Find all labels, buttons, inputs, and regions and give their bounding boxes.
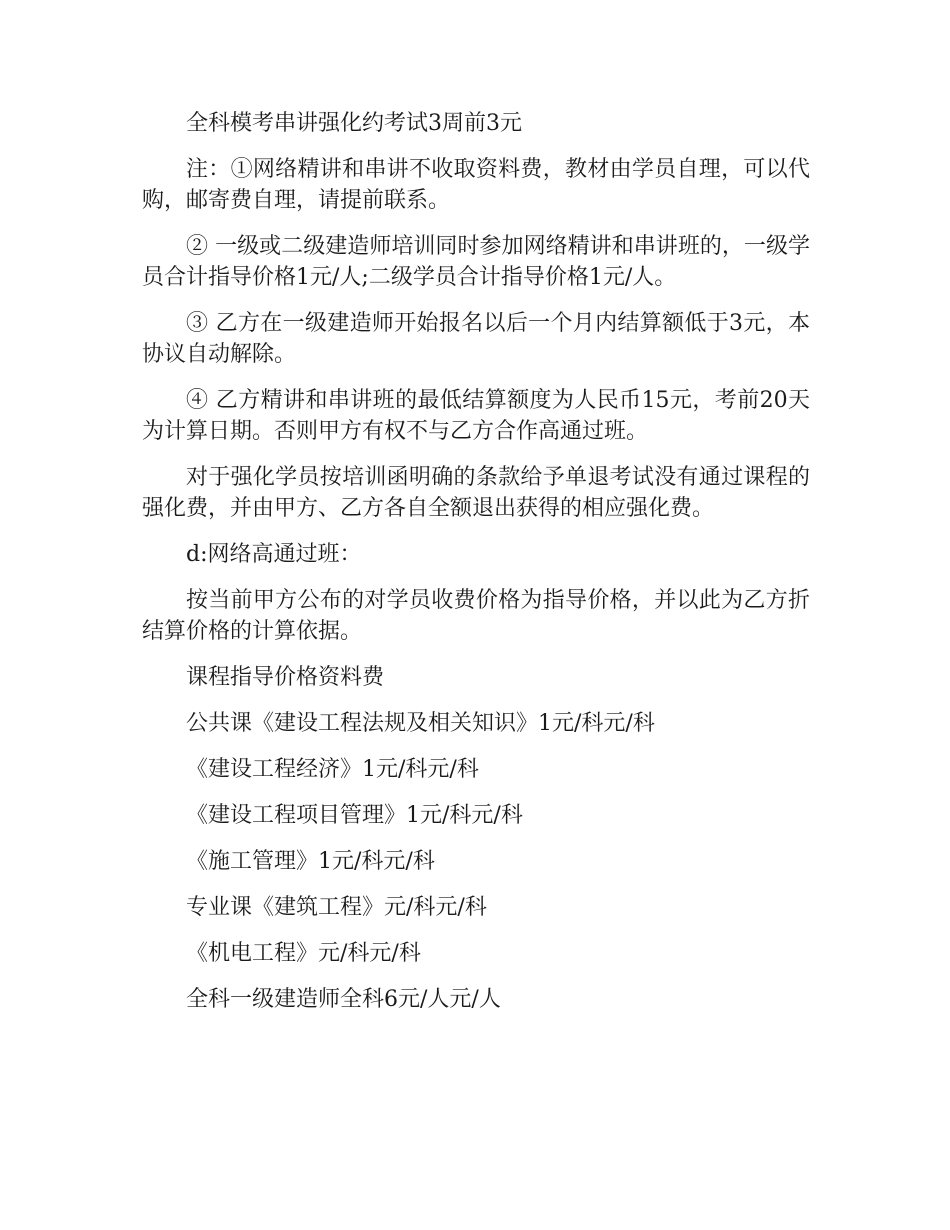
price-item-economics: 《建设工程经济》1元/科元/科 — [186, 757, 479, 782]
price-item-construction-management: 《施工管理》1元/科元/科 — [186, 849, 435, 874]
paragraph-note-1: 注：①网络精讲和串讲不收取资料费，教材由学员自理，可以代购，邮寄费自理，请提前联系。 — [142, 157, 810, 213]
price-item-mechanical-electrical: 《机电工程》元/科元/科 — [186, 941, 421, 966]
paragraph-note-3: ③ 乙方在一级建造师开始报名以后一个月内结算额低于3元，本协议自动解除。 — [142, 311, 810, 367]
price-item-full-course: 全科一级建造师全科6元/人元/人 — [186, 987, 501, 1012]
paragraph-refund-policy: 对于强化学员按培训函明确的条款给予单退考试没有通过课程的强化费，并由甲方、乙方各自全额退出获得的相应强化费。 — [142, 465, 810, 521]
paragraph-note-2: ② 一级或二级建造师培训同时参加网络精讲和串讲班的，一级学员合计指导价格1元/人;二级学员合计指导价格1元/人。 — [142, 234, 810, 290]
document-body — [142, 108, 810, 1030]
price-item-project-management: 《建设工程项目管理》1元/科元/科 — [186, 803, 523, 828]
price-list-header: 课程指导价格资料费 — [186, 665, 385, 690]
paragraph-note-4: ④ 乙方精讲和串讲班的最低结算额度为人民币15元，考前20天为计算日期。否则甲方有权不与乙方合作高通过班。 — [142, 388, 810, 444]
price-item-building-engineering: 专业课《建筑工程》元/科元/科 — [186, 895, 487, 920]
section-heading-online-class: d:网络高通过班： — [186, 542, 362, 567]
paragraph-mock-exam-fee: 全科模考串讲强化约考试3周前3元 — [186, 111, 522, 136]
price-item-law: 公共课《建设工程法规及相关知识》1元/科元/科 — [186, 711, 655, 736]
paragraph-pricing-basis: 按当前甲方公布的对学员收费价格为指导价格，并以此为乙方折结算价格的计算依据。 — [142, 588, 810, 644]
